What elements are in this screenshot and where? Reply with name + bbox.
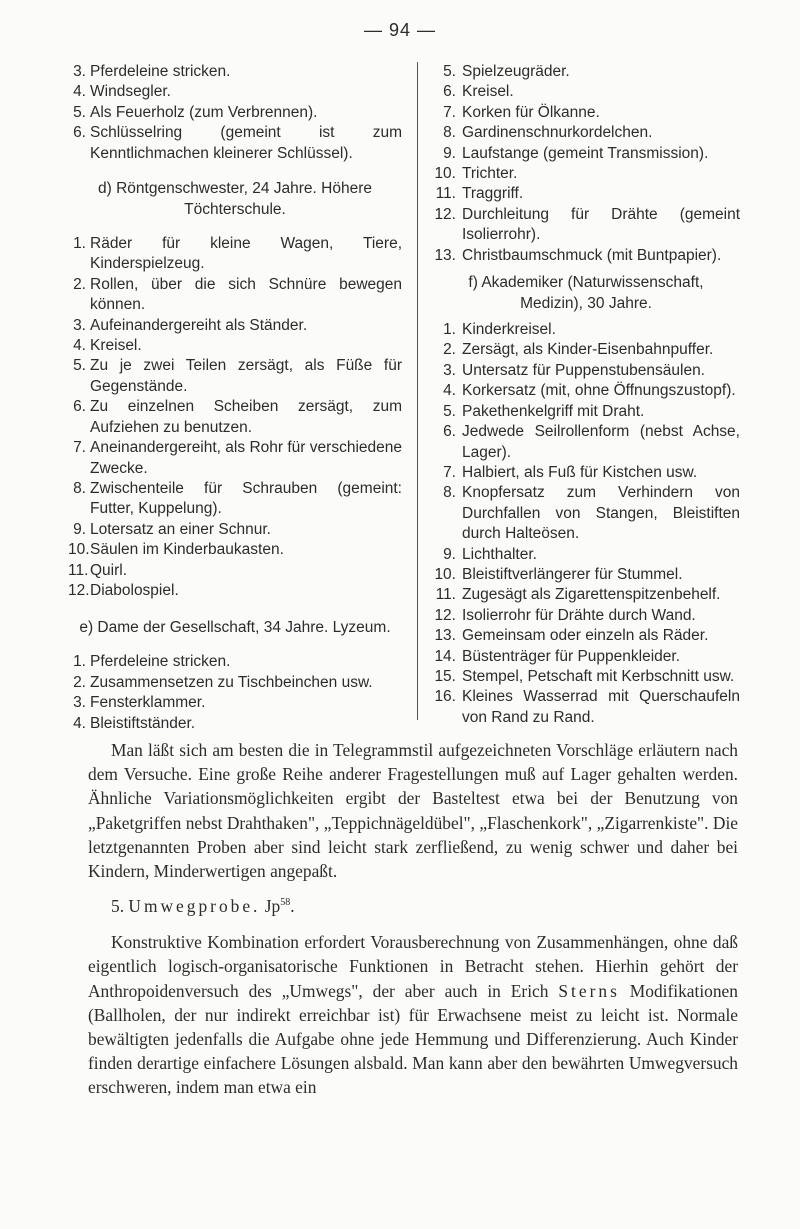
list-item-text: Zusammensetzen zu Tischbeinchen usw. (90, 673, 373, 691)
list-item-number: 4. (73, 714, 86, 732)
list-item-number: 9. (443, 144, 456, 162)
list-item-text: Als Feuerholz (zum Verbrennen). (90, 103, 318, 121)
list-item-number: 3. (73, 63, 86, 80)
list-item-text: Zu einzelnen Scheiben zersägt, zum Aufziehen zu benutzen. (90, 398, 402, 436)
list-item-number: 6. (443, 423, 456, 441)
list-item-number: 9. (73, 520, 86, 538)
list-item (68, 561, 402, 581)
list-item (68, 103, 402, 123)
list-item (432, 361, 740, 381)
list-item-number: 8. (443, 124, 456, 142)
list-item-text: Bleistiftverlängerer für Stummel. (462, 565, 683, 583)
list-item (68, 82, 402, 102)
list-item-text: Rollen, über die sich Schnüre bewegen können. (90, 275, 402, 314)
section-number: 5. (111, 896, 125, 917)
list-item-text: Pakethenkelgriff mit Draht. (462, 402, 645, 420)
section-title: Umwegprobe. (128, 896, 261, 917)
list-item (432, 381, 740, 401)
list-item (68, 540, 402, 560)
list-item-number: 7. (443, 103, 456, 121)
list-item-number: 3. (73, 694, 86, 712)
list-d (68, 234, 402, 601)
list-item (432, 483, 740, 544)
list-item-text: Zersägt, als Kinder-Eisenbahnpuffer. (462, 341, 714, 359)
list-item-number: 2. (443, 341, 456, 359)
list-item-number: 3. (443, 361, 456, 379)
list-item-text: Stempel, Petschaft mit Kerbschnitt usw. (462, 667, 735, 685)
list-item-number: 4. (73, 337, 86, 355)
list-item (68, 714, 402, 734)
page-number: — 94 — (363, 20, 437, 40)
list-item-text: Räder für kleine Wagen, Tiere, Kinderspielzeug. (90, 235, 402, 273)
list-item-text: Lotersatz an einer Schnur. (90, 520, 271, 538)
list-item-text: Windsegler. (90, 83, 171, 101)
list-item-text: Quirl. (90, 561, 128, 579)
heading-d: d) Röntgenschwester, 24 Jahre. Höhere Töchterschule. (98, 180, 372, 219)
list-item-number: 12. (68, 581, 90, 599)
list-item (68, 479, 402, 520)
list-item-number: 15. (434, 667, 456, 685)
list-item (432, 626, 740, 646)
list-item-text: Trichter. (462, 165, 518, 183)
list-item (432, 144, 740, 164)
list-item-number: 16. (434, 688, 456, 706)
list-item-text: Zugesägt als Zigarettenspitzenbehelf. (462, 586, 721, 604)
list-item-number: 1. (443, 321, 456, 339)
list-item (432, 667, 740, 687)
list-item-number: 10. (68, 541, 90, 559)
list-item-text: Pferdeleine stricken. (90, 63, 231, 80)
list-item-text: Traggriff. (462, 185, 524, 203)
list-item (68, 652, 402, 672)
list-item-number: 2. (73, 275, 86, 293)
list-item-text: Gardinenschnurkordelchen. (462, 124, 653, 142)
list-item-text: Durchleitung für Drähte (gemeint Isolierrohr). (462, 205, 740, 244)
list-item-text: Kleines Wasserrad mit Querschaufeln von Rand zu Rand. (462, 688, 740, 726)
list-item-number: 1. (73, 653, 86, 671)
list-item-text: Fensterklammer. (90, 694, 206, 712)
list-item-number: 7. (443, 463, 456, 481)
paragraph-2-a: Konstruktive Kombination erfordert Vorausberechnung von Zusammenhängen, ohne daß eigentlich logisch-organisatorische Funktionen in Betracht stehen. Hierhin gehört der Anthropoidenversuch des „Umwegs", der aber auch in Erich (88, 932, 738, 1001)
list-item-text: Jedwede Seilrollenform (nebst Achse, Lager). (462, 423, 740, 461)
list-item (68, 397, 402, 438)
list-item-text: Pferdeleine stricken. (90, 653, 231, 671)
list-item-number: 5. (443, 402, 456, 420)
section-heading: 5. Umwegprobe. Jp$^{58}$. (111, 896, 295, 917)
list-c-tail (68, 62, 402, 164)
list-item-number: 3. (73, 316, 86, 334)
list-item-text: Kinderkreisel. (462, 321, 556, 339)
heading-f: f) Akademiker (Naturwissenschaft, Medizin), 30 Jahre. (468, 274, 704, 313)
list-item (68, 438, 402, 479)
list-item-text: Diabolospiel. (90, 581, 179, 599)
list-item-number: 8. (73, 479, 86, 497)
list-item (432, 585, 740, 605)
list-item-text: Schlüsselring (gemeint ist zum Kenntlichmachen kleinerer Schlüssel). (90, 124, 402, 162)
list-item (432, 82, 740, 102)
list-item-number: 12. (434, 606, 456, 624)
list-item (432, 123, 740, 143)
left-column (68, 62, 402, 734)
list-item-text: Kreisel. (90, 337, 142, 355)
list-item-text: Büstenträger für Puppenkleider. (462, 647, 680, 665)
list-item-number: 4. (443, 382, 456, 400)
list-item (432, 62, 740, 82)
list-e (68, 652, 402, 734)
list-item (68, 62, 402, 82)
list-item (68, 336, 402, 356)
paragraph-2 (88, 930, 738, 1099)
heading-e: e) Dame der Gesellschaft, 34 Jahre. Lyzeum. (79, 619, 391, 637)
list-item-number: 4. (73, 83, 86, 101)
list-item-number: 10. (434, 165, 456, 183)
list-item-number: 9. (443, 545, 456, 563)
list-item-number: 14. (434, 647, 456, 665)
list-item (68, 316, 402, 336)
list-item-text: Christbaumschmuck (mit Buntpapier). (462, 246, 722, 264)
list-item-number: 6. (443, 83, 456, 101)
list-item-text: Kreisel. (462, 83, 514, 101)
list-item-number: 6. (73, 398, 86, 416)
list-item (432, 606, 740, 626)
list-item-text: Spielzeugräder. (462, 63, 570, 80)
list-item (68, 581, 402, 601)
list-item (432, 565, 740, 585)
list-item-number: 13. (434, 246, 456, 264)
section-ref-sup: 58 (280, 897, 291, 909)
two-column-lists (68, 62, 740, 732)
list-item (432, 687, 740, 728)
list-item-text: Knopfersatz zum Verhindern von Durchfallen von Stangen, Bleistiften durch Halteösen. (462, 484, 740, 543)
list-item-text: Korken für Ölkanne. (462, 103, 600, 121)
list-item-number: 2. (73, 673, 86, 691)
list-item-number: 7. (73, 439, 86, 457)
list-item-text: Zwischenteile für Schrauben (gemeint: Futter, Kuppelung). (90, 479, 402, 518)
list-e-tail (432, 62, 740, 266)
list-item (432, 340, 740, 360)
list-item-number: 11. (435, 185, 456, 203)
author-name: Sterns (558, 980, 620, 1001)
list-item-number: 5. (73, 357, 86, 375)
list-item (432, 320, 740, 340)
list-item-text: Isolierrohr für Drähte durch Wand. (462, 606, 696, 624)
list-item (68, 275, 402, 316)
list-item-number: 1. (73, 235, 86, 253)
list-item-number: 13. (434, 627, 456, 645)
list-item-text: Bleistiftständer. (90, 714, 196, 732)
list-item-text: Aneinandergereiht, als Rohr für verschiedene Zwecke. (90, 439, 402, 477)
list-item-number: 12. (434, 205, 456, 223)
list-f (432, 320, 740, 728)
list-item (68, 693, 402, 713)
list-item-number: 11. (435, 586, 456, 604)
list-item (68, 234, 402, 275)
list-item-text: Lichthalter. (462, 545, 537, 563)
body-text (88, 738, 738, 1100)
list-item-text: Laufstange (gemeint Transmission). (462, 144, 709, 162)
list-item (432, 402, 740, 422)
list-item-number: 8. (443, 484, 456, 502)
list-item (68, 673, 402, 693)
list-item (432, 205, 740, 246)
list-item-text: Aufeinandergereiht als Ständer. (90, 316, 308, 334)
list-item (432, 545, 740, 565)
list-item (68, 356, 402, 397)
list-item-text: Halbiert, als Fuß für Kistchen usw. (462, 463, 698, 481)
paragraph-2-b: Modifikationen (Ballholen, der nur indirekt erreichbar ist) für Erwachsene meist zu leicht ist. Normale bewältigten jedenfalls die Aufgabe ohne jede Hemmung und Differenzierung. Auch Kinder finden derartige einfachere Lösungen alsbald. Man kann aber den bewährten Umwegversuch erschweren, indem man etwa ein (88, 980, 738, 1098)
list-item-number: 5. (73, 103, 86, 121)
list-item (432, 246, 740, 266)
list-item-text: Untersatz für Puppenstubensäulen. (462, 361, 705, 379)
list-item (68, 123, 402, 164)
list-item-number: 10. (434, 565, 456, 583)
list-item-number: 5. (443, 63, 456, 80)
list-item-text: Säulen im Kinderbaukasten. (90, 541, 284, 559)
list-item (432, 184, 740, 204)
list-item (432, 164, 740, 184)
list-item (432, 647, 740, 667)
list-item-text: Gemeinsam oder einzeln als Räder. (462, 627, 709, 645)
list-item-text: Korkersatz (mit, ohne Öffnungszustopf). (462, 382, 736, 400)
list-item-number: 11. (68, 561, 89, 579)
right-column (432, 62, 740, 728)
list-item-number: 6. (73, 124, 86, 142)
column-divider (417, 62, 418, 720)
list-item (432, 422, 740, 463)
list-item (68, 520, 402, 540)
list-item (432, 463, 740, 483)
list-item-text: Zu je zwei Teilen zersägt, als Füße für Gegenstände. (90, 357, 402, 395)
paragraph-1: Man läßt sich am besten die in Telegrammstil aufgezeichneten Vorschläge erläutern nach dem Versuche. Eine große Reihe anderer Fragestellungen muß auf Lager gehalten werden. Ähnliche Variationsmöglichkeiten ergibt der Basteltest etwa bei der Benutzung von „Paketgriffen nebst Drahthaken", „Teppichnägeldübel", „Flaschenkork", „Zigarrenkiste". Die letztgenannten Proben aber sind leicht stark zerfließend, zu wenig schwer und daher bei Kindern, Minderwertigen angepaßt. (88, 740, 738, 882)
list-item (432, 103, 740, 123)
section-ref: Jp (264, 896, 281, 917)
